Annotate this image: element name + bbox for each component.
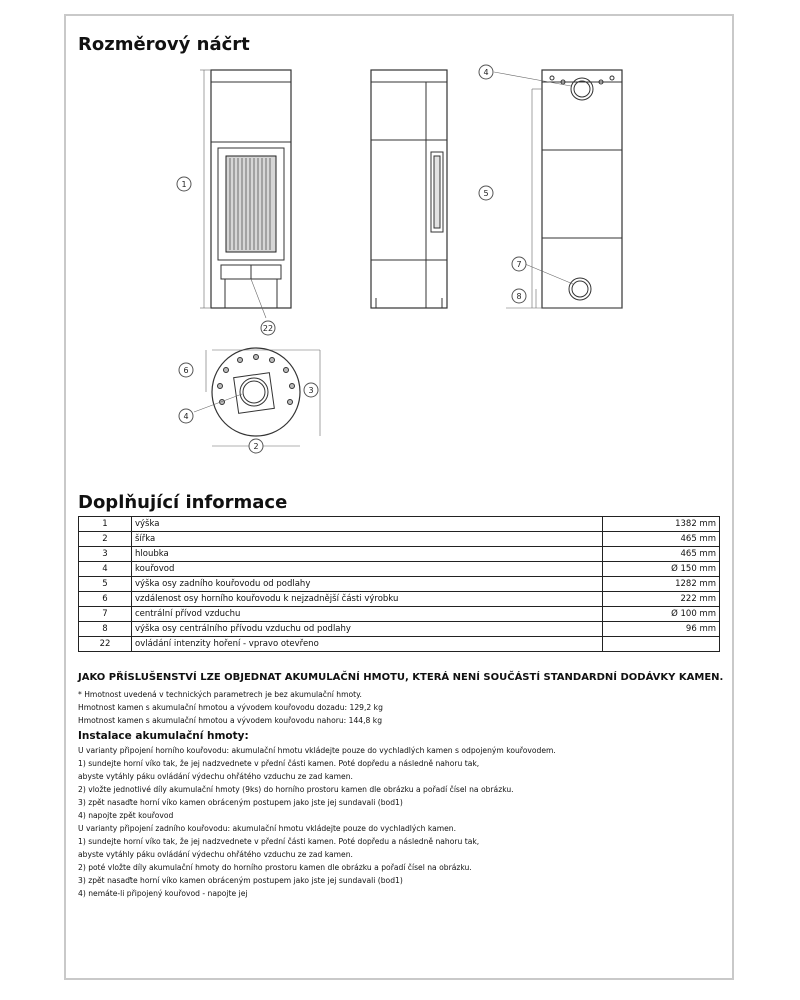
callout-4: 4 xyxy=(483,68,489,77)
info-title: Doplňující informace xyxy=(78,492,288,513)
spec-label: výška osy zadního kouřovodu od podlahy xyxy=(132,577,603,592)
accessory-notice: JAKO PŘÍSLUŠENSTVÍ LZE OBJEDNAT AKUMULAČNÍ HMOTU, KTERÁ NENÍ SOUČÁSTÍ STANDARDNÍ DODÁVKY KAMEN. xyxy=(78,672,724,683)
spec-label: vzdálenost osy horního kouřovodu k nejzadnější části výrobku xyxy=(132,592,603,607)
callout-5: 5 xyxy=(483,189,489,198)
spec-value xyxy=(603,637,720,652)
install-line: 4) nemáte-li připojený kouřovod - napojte jej xyxy=(78,889,248,898)
spec-row xyxy=(79,577,720,592)
spec-label: centrální přívod vzduchu xyxy=(132,607,603,622)
spec-row xyxy=(79,547,720,562)
callout-1: 1 xyxy=(181,180,187,189)
spec-row xyxy=(79,622,720,637)
spec-label: ovládání intenzity hoření - vpravo otevřeno xyxy=(132,637,603,652)
callout-2: 2 xyxy=(253,442,259,451)
callout-4-top: 4 xyxy=(183,412,189,421)
install-line: 4) napojte zpět kouřovod xyxy=(78,811,174,820)
callout-3: 3 xyxy=(308,386,314,395)
callout-22: 22 xyxy=(262,324,274,333)
spec-number: 3 xyxy=(79,547,132,562)
spec-value: Ø 100 mm xyxy=(603,607,720,622)
side-view xyxy=(371,70,447,308)
spec-number: 7 xyxy=(79,607,132,622)
install-line: 3) zpět nasaďte horní víko kamen obráceným postupem jako jste jej sundavali (bod1) xyxy=(78,876,403,885)
install-line: 1) sundejte horní víko tak, že jej nadzvednete v přední části kamen. Poté dopředu a následně nahoru tak, xyxy=(78,837,480,846)
spec-value: Ø 150 mm xyxy=(603,562,720,577)
weight-note: Hmotnost kamen s akumulační hmotou a vývodem kouřovodu dozadu: 129,2 kg xyxy=(78,703,383,712)
spec-number: 8 xyxy=(79,622,132,637)
install-line: abyste vytáhly páku ovládání výdechu ohřátého vzduchu ze zad kamen. xyxy=(78,850,353,859)
install-line: 3) zpět nasaďte horní víko kamen obráceným postupem jako jste jej sundavali (bod1) xyxy=(78,798,403,807)
spec-label: výška osy centrálního přívodu vzduchu od podlahy xyxy=(132,622,603,637)
install-line: 2) vložte jednotlivé díly akumulační hmoty (9ks) do horního prostoru kamen dle obrázku a pořadí čísel na obrázku. xyxy=(78,785,514,794)
spec-value: 96 mm xyxy=(603,622,720,637)
install-line: U varianty připojení horního kouřovodu: akumulační hmotu vkládejte pouze do vychladlých kamen s odpojeným kouřovodem. xyxy=(78,746,556,755)
spec-label: hloubka xyxy=(132,547,603,562)
rear-view xyxy=(479,65,622,308)
spec-row xyxy=(79,532,720,547)
spec-row xyxy=(79,637,720,652)
spec-value: 222 mm xyxy=(603,592,720,607)
install-line: 1) sundejte horní víko tak, že jej nadzvednete v přední části kamen. Poté dopředu a následně nahoru tak, xyxy=(78,759,480,768)
callout-6: 6 xyxy=(183,366,189,375)
install-title: Instalace akumulační hmoty: xyxy=(78,730,249,742)
spec-number: 4 xyxy=(79,562,132,577)
spec-value: 465 mm xyxy=(603,532,720,547)
spec-row xyxy=(79,607,720,622)
spec-value: 1282 mm xyxy=(603,577,720,592)
spec-number: 2 xyxy=(79,532,132,547)
spec-label: kouřovod xyxy=(132,562,603,577)
spec-number: 5 xyxy=(79,577,132,592)
callout-8: 8 xyxy=(516,292,522,301)
spec-value: 1382 mm xyxy=(603,517,720,532)
spec-label: šířka xyxy=(132,532,603,547)
sketch-title: Rozměrový náčrt xyxy=(78,34,250,55)
spec-row xyxy=(79,517,720,532)
install-line: 2) poté vložte díly akumulační hmoty do horního prostoru kamen dle obrázku a pořadí čísel na obrázku. xyxy=(78,863,472,872)
weight-notes xyxy=(78,688,383,727)
spec-table xyxy=(78,516,720,652)
spec-number: 6 xyxy=(79,592,132,607)
spec-number: 22 xyxy=(79,637,132,652)
install-instructions xyxy=(78,744,556,900)
callout-7: 7 xyxy=(516,260,522,269)
spec-value: 465 mm xyxy=(603,547,720,562)
front-view xyxy=(177,70,291,335)
install-line: U varianty připojení zadního kouřovodu: akumulační hmotu vkládejte pouze do vychladlých kamen. xyxy=(78,824,457,833)
top-view xyxy=(179,348,320,453)
spec-number: 1 xyxy=(79,517,132,532)
spec-row xyxy=(79,562,720,577)
install-line: abyste vytáhly páku ovládání výdechu ohřátého vzduchu ze zad kamen. xyxy=(78,772,353,781)
weight-note: * Hmotnost uvedená v technických parametrech je bez akumulační hmoty. xyxy=(78,690,362,699)
spec-row xyxy=(79,592,720,607)
spec-label: výška xyxy=(132,517,603,532)
dimension-drawing xyxy=(66,60,732,480)
weight-note: Hmotnost kamen s akumulační hmotou a vývodem kouřovodu nahoru: 144,8 kg xyxy=(78,716,383,725)
